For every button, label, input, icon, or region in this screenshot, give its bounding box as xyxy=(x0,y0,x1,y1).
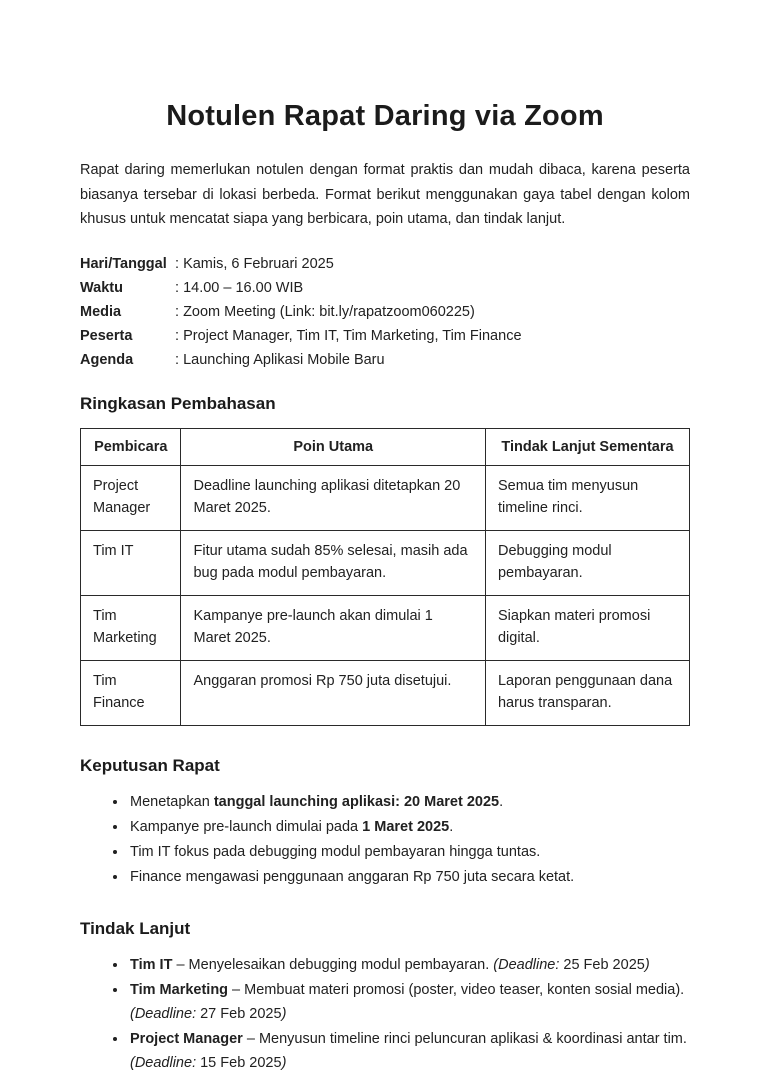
meta-value: Zoom Meeting (Link: bit.ly/rapatzoom060225) xyxy=(183,303,475,320)
meta-row-agenda xyxy=(80,348,690,372)
table-row xyxy=(81,465,690,530)
column-header-speaker: Pembicara xyxy=(81,428,181,465)
cell-speaker: Tim IT xyxy=(81,530,181,595)
decision-text-bold: tanggal launching aplikasi: 20 Maret 2025 xyxy=(213,793,500,810)
action-owner: Tim IT xyxy=(130,956,173,973)
list-item xyxy=(128,953,690,977)
cell-main-point: Fitur utama sudah 85% selesai, masih ada bug pada modul pembayaran. xyxy=(181,530,486,595)
list-item xyxy=(128,790,690,814)
table-row xyxy=(81,660,690,725)
action-owner: Project Manager xyxy=(130,1030,243,1047)
discussion-summary-table xyxy=(80,428,690,726)
deadline-date: 25 Feb 2025 xyxy=(559,956,645,973)
table-row xyxy=(81,530,690,595)
deadline-close: ) xyxy=(281,1054,287,1071)
list-item xyxy=(128,815,690,839)
decision-text: . xyxy=(499,793,504,810)
meta-value: 14.00 – 16.00 WIB xyxy=(183,279,304,296)
column-header-main-point: Poin Utama xyxy=(181,428,486,465)
action-task: – Membuat materi promosi (poster, video teaser, konten sosial media). xyxy=(228,981,685,998)
cell-speaker: Project Manager xyxy=(81,465,181,530)
deadline-date: 15 Feb 2025 xyxy=(196,1054,282,1071)
cell-followup: Debugging modul pembayaran. xyxy=(485,530,689,595)
meta-separator: : xyxy=(175,327,184,344)
table-row xyxy=(81,595,690,660)
list-item xyxy=(128,1027,690,1075)
deadline-label: (Deadline: xyxy=(130,1005,197,1022)
actions-list xyxy=(80,953,690,1075)
table-header-row xyxy=(81,428,690,465)
cell-speaker: Tim Finance xyxy=(81,660,181,725)
cell-speaker: Tim Marketing xyxy=(81,595,181,660)
cell-followup: Laporan penggunaan dana harus transparan. xyxy=(485,660,689,725)
meta-label: Agenda xyxy=(80,351,134,368)
meta-label: Peserta xyxy=(80,327,133,344)
list-item xyxy=(128,978,690,1026)
deadline-close: ) xyxy=(281,1005,287,1022)
intro-paragraph: Rapat daring memerlukan notulen dengan format praktis dan mudah dibaca, karena peserta biasanya tersebar di lokasi berbeda. Format berikut menggunakan gaya tabel dengan kolom khusus untuk mencatat siapa yang berbicara, poin utama, dan tindak lanjut. xyxy=(80,162,690,227)
meta-label: Waktu xyxy=(80,279,123,296)
actions-heading: Tindak Lanjut xyxy=(80,918,191,938)
summary-heading: Ringkasan Pembahasan xyxy=(80,393,276,413)
cell-main-point: Kampanye pre-launch akan dimulai 1 Maret 2025. xyxy=(181,595,486,660)
deadline-date: 27 Feb 2025 xyxy=(196,1005,282,1022)
decisions-heading: Keputusan Rapat xyxy=(80,755,220,775)
decision-text: . xyxy=(449,818,454,835)
meta-row-date xyxy=(80,252,690,276)
meta-value: Launching Aplikasi Mobile Baru xyxy=(183,351,385,368)
cell-followup: Siapkan materi promosi digital. xyxy=(485,595,689,660)
meta-row-time xyxy=(80,276,690,300)
list-item xyxy=(128,840,690,864)
deadline-close: ) xyxy=(644,956,650,973)
meta-label: Hari/Tanggal xyxy=(80,255,167,272)
meta-separator: : xyxy=(175,351,184,368)
meta-separator: : xyxy=(175,303,184,320)
meeting-details xyxy=(80,252,690,372)
cell-main-point: Deadline launching aplikasi ditetapkan 20 Maret 2025. xyxy=(181,465,486,530)
action-owner: Tim Marketing xyxy=(130,981,229,998)
meta-row-participants xyxy=(80,324,690,348)
meta-label: Media xyxy=(80,303,122,320)
meta-value: Kamis, 6 Februari 2025 xyxy=(183,255,334,272)
decision-text: Menetapkan xyxy=(130,793,214,810)
decisions-list xyxy=(80,790,690,889)
page-title: Notulen Rapat Daring via Zoom xyxy=(166,100,604,132)
action-task: – Menyusun timeline rinci peluncuran aplikasi & koordinasi antar tim. xyxy=(242,1030,687,1047)
meta-separator: : xyxy=(175,255,184,272)
decision-text: Kampanye pre-launch dimulai pada xyxy=(130,818,363,835)
cell-followup: Semua tim menyusun timeline rinci. xyxy=(485,465,689,530)
list-item xyxy=(128,865,690,889)
meta-row-media xyxy=(80,300,690,324)
decision-text-bold: 1 Maret 2025 xyxy=(362,818,450,835)
deadline-label: (Deadline: xyxy=(130,1054,197,1071)
column-header-followup: Tindak Lanjut Sementara xyxy=(485,428,689,465)
action-task: – Menyelesaikan debugging modul pembayaran. xyxy=(172,956,494,973)
meta-value: Project Manager, Tim IT, Tim Marketing, Tim Finance xyxy=(183,327,522,344)
meta-separator: : xyxy=(175,279,184,296)
decision-text: Tim IT fokus pada debugging modul pembayaran hingga tuntas. xyxy=(130,843,541,860)
decision-text: Finance mengawasi penggunaan anggaran Rp 750 juta secara ketat. xyxy=(130,868,575,885)
deadline-label: (Deadline: xyxy=(493,956,560,973)
cell-main-point: Anggaran promosi Rp 750 juta disetujui. xyxy=(181,660,486,725)
